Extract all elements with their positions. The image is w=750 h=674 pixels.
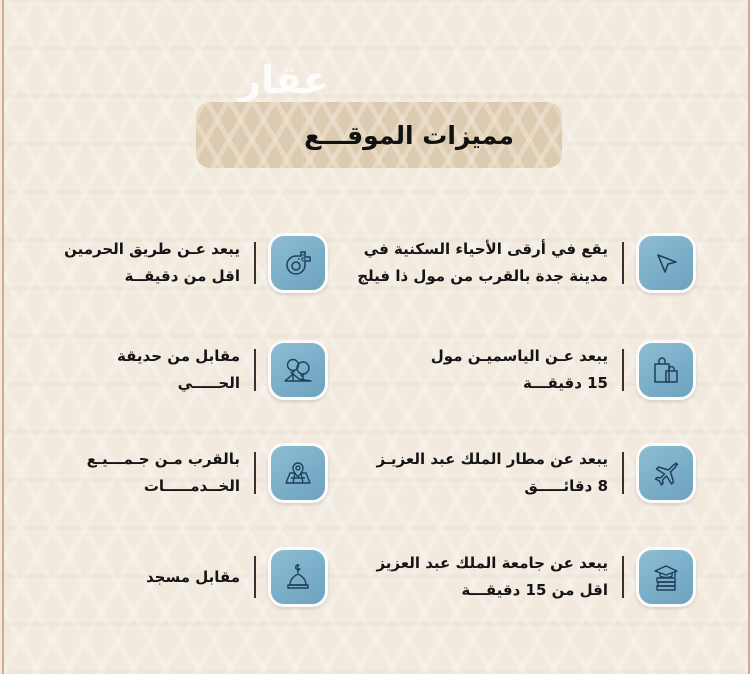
graduation-books-icon bbox=[636, 547, 696, 607]
shopping-bags-icon bbox=[636, 340, 696, 400]
map-pin-icon bbox=[268, 443, 328, 503]
feature-line: اقل من 15 دقيقـــة bbox=[461, 581, 608, 599]
feature-line: الحـــــي bbox=[177, 374, 240, 392]
feature-line: يبعد عن مطار الملك عبد العزيـز bbox=[376, 450, 608, 468]
feature-line: يبعد عن جامعة الملك عبد العزيز bbox=[376, 554, 608, 572]
watermark-brand: عقار bbox=[239, 58, 329, 102]
feature-item-yasmeen-mall bbox=[431, 340, 696, 400]
feature-line: اقل من دقيقــة bbox=[124, 267, 240, 285]
divider bbox=[254, 452, 256, 494]
road-icon bbox=[268, 233, 328, 293]
feature-text bbox=[376, 446, 608, 500]
feature-item-airport bbox=[376, 443, 696, 503]
page-title: مميزات الموقـــع bbox=[304, 120, 514, 150]
mosque-dome-icon bbox=[268, 547, 328, 607]
feature-text bbox=[431, 343, 608, 397]
divider bbox=[622, 242, 624, 284]
trees-park-icon bbox=[268, 340, 328, 400]
divider bbox=[254, 556, 256, 598]
feature-item-services bbox=[87, 443, 328, 503]
divider bbox=[254, 349, 256, 391]
feature-text bbox=[64, 236, 240, 290]
feature-text bbox=[87, 446, 240, 500]
title-banner bbox=[196, 102, 562, 168]
divider bbox=[622, 349, 624, 391]
airplane-icon bbox=[636, 443, 696, 503]
infographic-canvas bbox=[2, 0, 750, 674]
feature-line: يبعد عـن طريق الحرمين bbox=[64, 240, 240, 258]
feature-line: 15 دقيقـــة bbox=[522, 374, 608, 392]
feature-line: الخــدمـــــات bbox=[143, 477, 240, 495]
feature-line: 8 دقائـــــق bbox=[524, 477, 608, 495]
divider bbox=[622, 452, 624, 494]
feature-text bbox=[117, 343, 240, 397]
feature-line: مدينة جدة بالقرب من مول ذا فيلج bbox=[357, 267, 608, 285]
feature-text bbox=[376, 550, 608, 604]
feature-item-mosque bbox=[146, 547, 328, 607]
feature-text bbox=[146, 564, 240, 591]
divider bbox=[622, 556, 624, 598]
feature-item-haramain-road bbox=[64, 233, 328, 293]
feature-line: مقابل من حديقة bbox=[117, 347, 240, 365]
feature-line: يبعد عـن الياسميـن مول bbox=[430, 347, 608, 365]
feature-line: مقابل مسجد bbox=[146, 567, 240, 586]
feature-item-location bbox=[357, 233, 696, 293]
feature-text bbox=[357, 236, 608, 290]
feature-line: بالقرب مـن جـمـــيـع bbox=[86, 450, 240, 468]
divider bbox=[254, 242, 256, 284]
navigation-arrow-icon bbox=[636, 233, 696, 293]
feature-item-university bbox=[376, 547, 696, 607]
feature-item-park bbox=[117, 340, 328, 400]
feature-line: يقع في أرقى الأحياء السكنية في bbox=[363, 240, 608, 258]
